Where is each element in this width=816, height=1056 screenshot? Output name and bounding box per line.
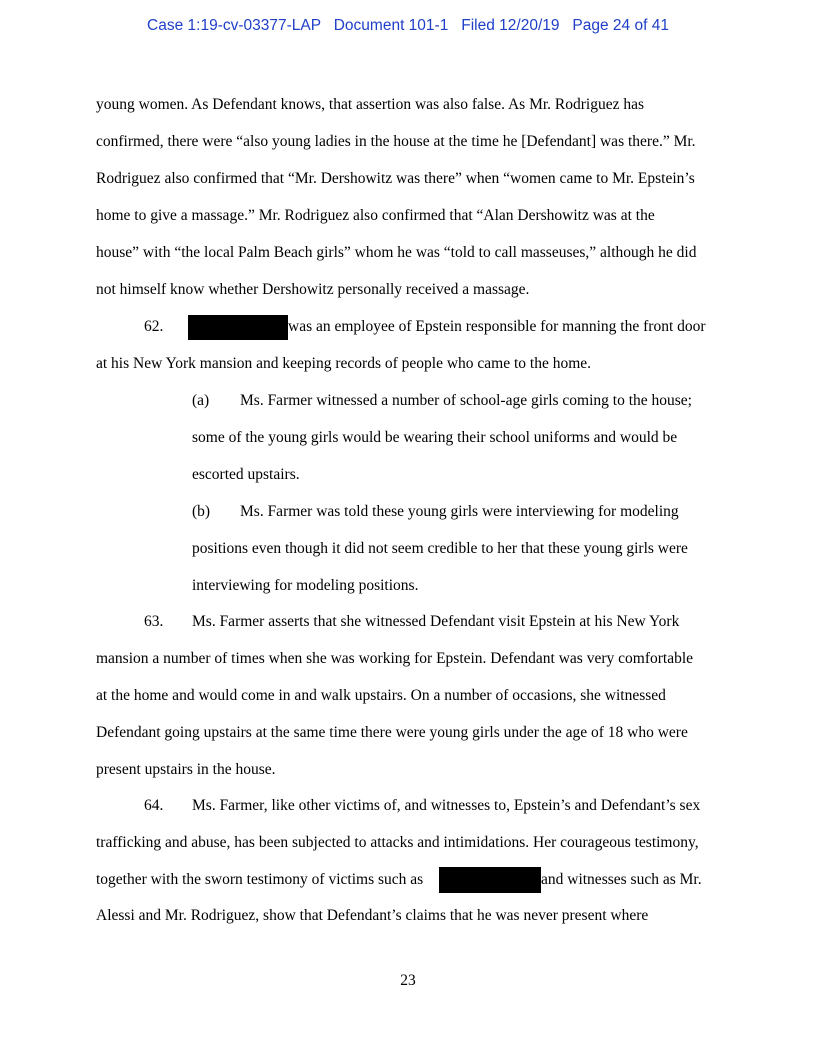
text-line: home to give a massage.” Mr. Rodriguez also confirmed that “Alan Dershowitz was at the [96, 207, 655, 224]
paragraph-number: 64. [144, 797, 164, 814]
text-line: was an employee of Epstein responsible for manning the front door [288, 318, 706, 335]
text-line: house” with “the local Palm Beach girls” whom he was “told to call masseuses,” although he did [96, 244, 697, 261]
text-line: mansion a number of times when she was working for Epstein. Defendant was very comfortable [96, 650, 694, 667]
text-line: Ms. Farmer, like other victims of, and witnesses to, Epstein’s and Defendant’s sex [192, 797, 701, 814]
case-header [0, 17, 816, 35]
page-number: 23 [400, 972, 416, 989]
text-line: at the home and would come in and walk upstairs. On a number of occasions, she witnessed [96, 687, 666, 704]
redaction-box [188, 315, 288, 340]
text-line: trafficking and abuse, has been subjected to attacks and intimidations. Her courageous testimony, [96, 834, 699, 851]
text-line: some of the young girls would be wearing their school uniforms and would be [192, 429, 678, 446]
filed-date: Filed 12/20/19 [461, 17, 560, 34]
page-count: Page 24 of 41 [572, 17, 669, 34]
text-line: Ms. Farmer witnessed a number of school-age girls coming to the house; [240, 392, 692, 409]
text-line: present upstairs in the house. [96, 761, 276, 778]
text-line: and witnesses such as Mr. [541, 871, 702, 888]
redaction-box [439, 867, 541, 893]
case-number: Case 1:19-cv-03377-LAP [147, 17, 321, 34]
text-line: Ms. Farmer asserts that she witnessed Defendant visit Epstein at his New York [192, 613, 680, 630]
text-line: escorted upstairs. [192, 466, 300, 483]
text-line: Ms. Farmer was told these young girls were interviewing for modeling [240, 503, 679, 520]
text-line: young women. As Defendant knows, that assertion was also false. As Mr. Rodriguez has [96, 96, 645, 113]
text-line: Alessi and Mr. Rodriguez, show that Defendant’s claims that he was never present where [96, 907, 649, 924]
text-line: Defendant going upstairs at the same time there were young girls under the age of 18 who were [96, 724, 688, 741]
text-line: positions even though it did not seem credible to her that these young girls were [192, 540, 688, 557]
document-number: Document 101-1 [333, 17, 449, 34]
subparagraph-label: (b) [192, 503, 211, 520]
text-line: at his New York mansion and keeping records of people who came to the home. [96, 355, 592, 372]
text-line: interviewing for modeling positions. [192, 577, 419, 594]
text-line: not himself know whether Dershowitz personally received a massage. [96, 281, 530, 298]
text-line: together with the sworn testimony of victims such as [96, 871, 424, 888]
paragraph-number: 62. [144, 318, 164, 335]
subparagraph-label: (a) [192, 392, 210, 409]
text-line: confirmed, there were “also young ladies in the house at the time he [Defendant] was there.” Mr. [96, 133, 696, 150]
text-line: Rodriguez also confirmed that “Mr. Dershowitz was there” when “women came to Mr. Epstein’s [96, 170, 695, 187]
paragraph-number: 63. [144, 613, 164, 630]
